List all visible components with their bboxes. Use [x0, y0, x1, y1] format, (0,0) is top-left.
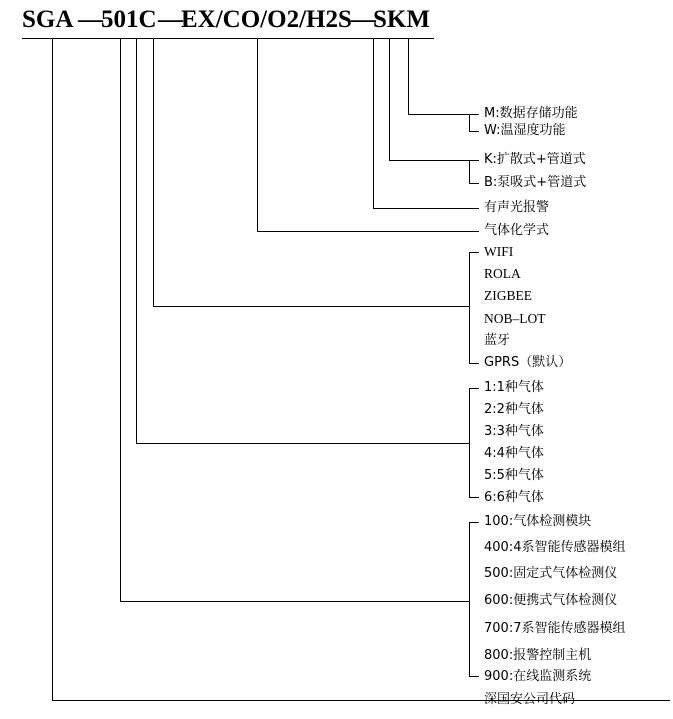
lead-alarm [373, 208, 469, 209]
label-gascount-1: 1:1种气体 [484, 380, 544, 395]
drop-line-gascount [136, 38, 137, 443]
label-series-600: 600:便携式气体检测仪 [484, 593, 618, 608]
label-gas-chemical: 气体化学式 [484, 223, 550, 238]
bracket-mw [469, 114, 470, 131]
code-segment-501c: 501C [101, 6, 157, 33]
label-gascount-3: 3:3种气体 [484, 424, 544, 439]
tick-k [469, 160, 479, 161]
lead-gascount [136, 443, 469, 444]
lead-comm [153, 306, 469, 307]
code-segment-skm: SKM [373, 6, 430, 33]
drop-line-kb [389, 38, 390, 160]
tick-gascount-bottom [469, 497, 479, 498]
product-code-line [0, 6, 673, 40]
tick-series-bottom [469, 676, 479, 677]
tick-comm-bottom [469, 363, 479, 364]
bracket-series [469, 522, 470, 676]
label-suffix-k: K:扩散式+管道式 [484, 152, 586, 167]
label-comm-wifi: WIFI [484, 244, 514, 259]
label-company-code: 深国安公司代码 [484, 692, 576, 707]
code-separator-1: — [78, 6, 103, 33]
label-comm-gprs: GPRS（默认） [484, 355, 572, 370]
lead-mw [408, 114, 469, 115]
drop-line-alarm [373, 38, 374, 208]
tick-gascount-top [469, 388, 479, 389]
label-gascount-4: 4:4种气体 [484, 446, 544, 461]
label-gascount-5: 5:5种气体 [484, 468, 544, 483]
lead-company [52, 700, 670, 701]
label-comm-bluetooth: 蓝牙 [484, 333, 511, 348]
label-series-900: 900:在线监测系统 [484, 669, 592, 684]
bracket-gascount [469, 388, 470, 497]
bracket-kb [469, 160, 470, 183]
label-comm-nob-lot: NOB–LOT [484, 311, 546, 326]
code-separator-2: — [158, 6, 183, 33]
drop-line-sga [52, 38, 53, 700]
lead-series [120, 601, 469, 602]
tick-comm-top [469, 252, 479, 253]
tick-w [469, 131, 479, 132]
label-series-700: 700:7系智能传感器模组 [484, 621, 626, 636]
drop-line-series [120, 38, 121, 601]
label-alarm: 有声光报警 [484, 200, 550, 215]
tick-series-top [469, 522, 479, 523]
label-series-400: 400:4系智能传感器模组 [484, 540, 626, 555]
label-gascount-6: 6:6种气体 [484, 490, 544, 505]
lead-kb [389, 160, 469, 161]
drop-line-comm [153, 38, 154, 306]
label-series-100: 100:气体检测模块 [484, 514, 592, 529]
label-suffix-b: B:泵吸式+管道式 [484, 175, 587, 190]
tick-m [469, 114, 479, 115]
code-separator-3: — [351, 6, 376, 33]
label-series-500: 500:固定式气体检测仪 [484, 566, 618, 581]
label-comm-rola: ROLA [484, 266, 521, 281]
label-suffix-m: M:数据存储功能 [484, 106, 578, 121]
code-segment-sga: SGA [22, 6, 74, 33]
drop-line-gaschem [257, 38, 258, 231]
drop-line-mw [408, 38, 409, 114]
code-segment-gas: EX/CO/O2/H2S [181, 6, 352, 33]
label-comm-zigbee: ZIGBEE [484, 288, 532, 303]
tick-b [469, 183, 479, 184]
label-gascount-2: 2:2种气体 [484, 402, 544, 417]
lead-gaschem [257, 231, 469, 232]
bracket-comm [469, 252, 470, 363]
tick-alarm [469, 208, 479, 209]
label-suffix-w: W:温湿度功能 [484, 123, 566, 138]
tick-gaschem [469, 231, 479, 232]
label-series-800: 800:报警控制主机 [484, 648, 592, 663]
